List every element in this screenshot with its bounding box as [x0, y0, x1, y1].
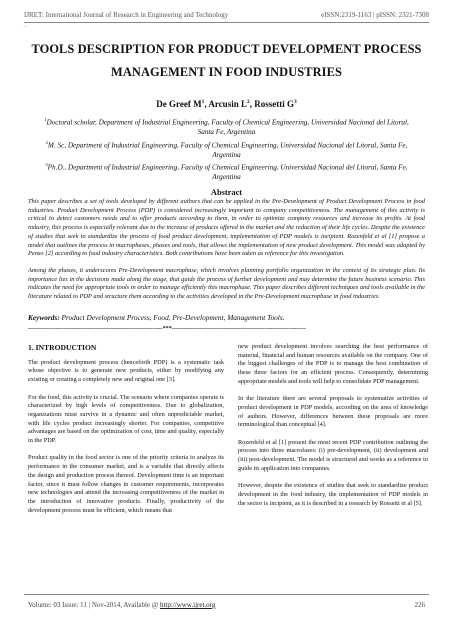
keywords-label: Keywords:	[28, 313, 60, 322]
author-2: Arcusin L	[208, 99, 247, 109]
running-footer	[28, 601, 425, 609]
footer-rule	[24, 594, 429, 595]
right-column	[238, 343, 428, 517]
abstract-body	[28, 198, 425, 310]
affiliation-3: $^3$Ph.D., Department of Industrial Engineering, Faculty of Chemical Engineering, Universidad Nacional del Litoral, Santa Fe, Argentina	[45, 162, 408, 182]
journal-name: IJRET: International Journal of Research in Engineering and Technology	[24, 11, 229, 19]
intro-paragraph-2: For the food, this activity is crucial. The scenario where companies operate is characterized by high levels of competitiveness. Due to globalization, organizations must survive in a dynamic and often unpredictable market, with life cycles product increasingly shorter. For companies, competitive advantages are based on the optimization of cost, time and quality, especially in the PDP.	[28, 393, 224, 445]
abstract-heading: Abstract	[210, 188, 243, 197]
title-line-2: MANAGEMENT IN FOOD INDUSTRIES	[111, 65, 342, 79]
header-rule	[24, 22, 429, 23]
title-line-1: TOOLS DESCRIPTION FOR PRODUCT DEVELOPMENT PROCESS	[31, 42, 422, 56]
section-separator: --------------------------------------------------------------------***--------------------------------------------------------------------	[28, 325, 307, 332]
affiliation-1: $^1$Doctoral scholar, Department of Industrial Engineering, Faculty of Chemical Engineering, Universidad Nacional del Litoral, Santa Fe, Argentina	[44, 117, 409, 136]
left-column	[28, 344, 224, 524]
author-1: De Greef M	[156, 99, 202, 109]
keywords-text: Product Development Process, Food, Pre-Development, Management Tools.	[61, 313, 285, 322]
intro-paragraph-1: The product development process (henceforth PDP) is a systematic task whose objective is to generate new products, either by modifying any existing or creating a completely new and original one [3].	[28, 358, 224, 384]
author-3-mark: 3	[293, 99, 297, 105]
header-dash: _	[24, 23, 27, 28]
author-1-mark: 1	[201, 99, 205, 105]
issn-numbers: eISSN:2319-1163 | pISSN: 2321-7308	[321, 11, 429, 19]
right-paragraph-3: Rozenfeld et al [1] present the most recent PDP contribution outlining the process into three macrofases: (i) pre-development, (ii) development and (iii) post-development. The model is structured and works as a reference to guide its application into companies.	[238, 438, 428, 472]
author-list: De Greef $M^1$, Arcusin $L^2$, Rossetti $G^3$	[156, 99, 297, 109]
affiliation-2: $^2$M. Sc, Department of Industrial Engineering, Faculty of Chemical Engineering, Universidad Nacional del Litoral, Santa Fe, Argentina	[45, 139, 408, 159]
journal-link[interactable]: http://www.ijret.org	[159, 601, 216, 609]
keywords	[28, 313, 425, 322]
intro-paragraph-3: Product quality in the food sector is one of the priority criteria to analyze its performance in the consumer market, and is a variable that directly affects the design and production process thereof. Development time is an important factor, since it must follow changes in customer requirements, incorporates new technologies and attend the increasing competitiveness of the market in the introduction of innovative products. Finally, productivity of the development process must be efficient, which means that	[28, 454, 224, 514]
running-header	[24, 11, 429, 19]
right-paragraph-4: However, despite the existence of studies that seek to standardize product development in the food industry, the implementation of PDP models in the sector is incipient, as it is described in a research by Rossetti et al [5].	[238, 482, 428, 507]
page-number: 226	[414, 601, 425, 609]
abstract-paragraph-2: Among the phases, it underscores Pre-Development macrophase, which involves planning portfolio organization in the context of its strategic plan. Its importance lies in the decisions made along the stage, that guide the process of further development and may determine the future business scenario. This indicates the need for appropriate tools in order to manage efficiently this macrophase. This paper describes different techniques and tools available in the literature related to PDP and structure them according to the activities developed in the Pre-Development macrophase in food industries.	[28, 266, 425, 301]
author-2-mark: 2	[246, 99, 250, 105]
footer-volume: Volume: 03 Issue: 11 | Nov-2014, Available @ http://www.ijret.org	[28, 601, 216, 609]
right-paragraph-1: new product development involves searching the best performance of material, financial and human resources available on the company. One of the biggest challenges of the PDP is to manage the best combination of these three factors for an efficient process. Consequently, determining appropriate models and tools will help to consolidate PDP management.	[238, 343, 428, 385]
right-paragraph-2: In the literature there are several proposals to systematize activities of product development in PDP models, according on the area of knowledge of authors. However, differences between these proposals are more terminological than conceptual [4].	[238, 395, 428, 429]
paper-title	[30, 38, 423, 84]
abstract-paragraph-1: This paper describes a set of tools developed by different authors that can be applied in the Pre-Development of Product Development Process in food industries. Product Development Process (PDP) is considered increasingly important to company competitiveness. The management of this activity is critical to detect customers needs and to offer products according to them, in order to optimize company resources and increase its profits. At food industry, this process is especially relevant due to the increase of products offered in the market and the reduction of their life cycles. Despite the existence of studies that seek to standardize the process of food product development, implementation of PDP models is incipient. Rozenfeld et al [1] propose a model that outlines the process in macrophases, phases and tools, that allows the implementation of new product development. This model was adapted by Penso [2] according to food industry characteristics. Both contributions have been taken as reference for this investigation.	[28, 198, 425, 258]
affiliations	[40, 115, 413, 183]
section-heading-introduction: 1. INTRODUCTION	[28, 343, 97, 352]
author-3: Rossetti G	[254, 99, 294, 109]
